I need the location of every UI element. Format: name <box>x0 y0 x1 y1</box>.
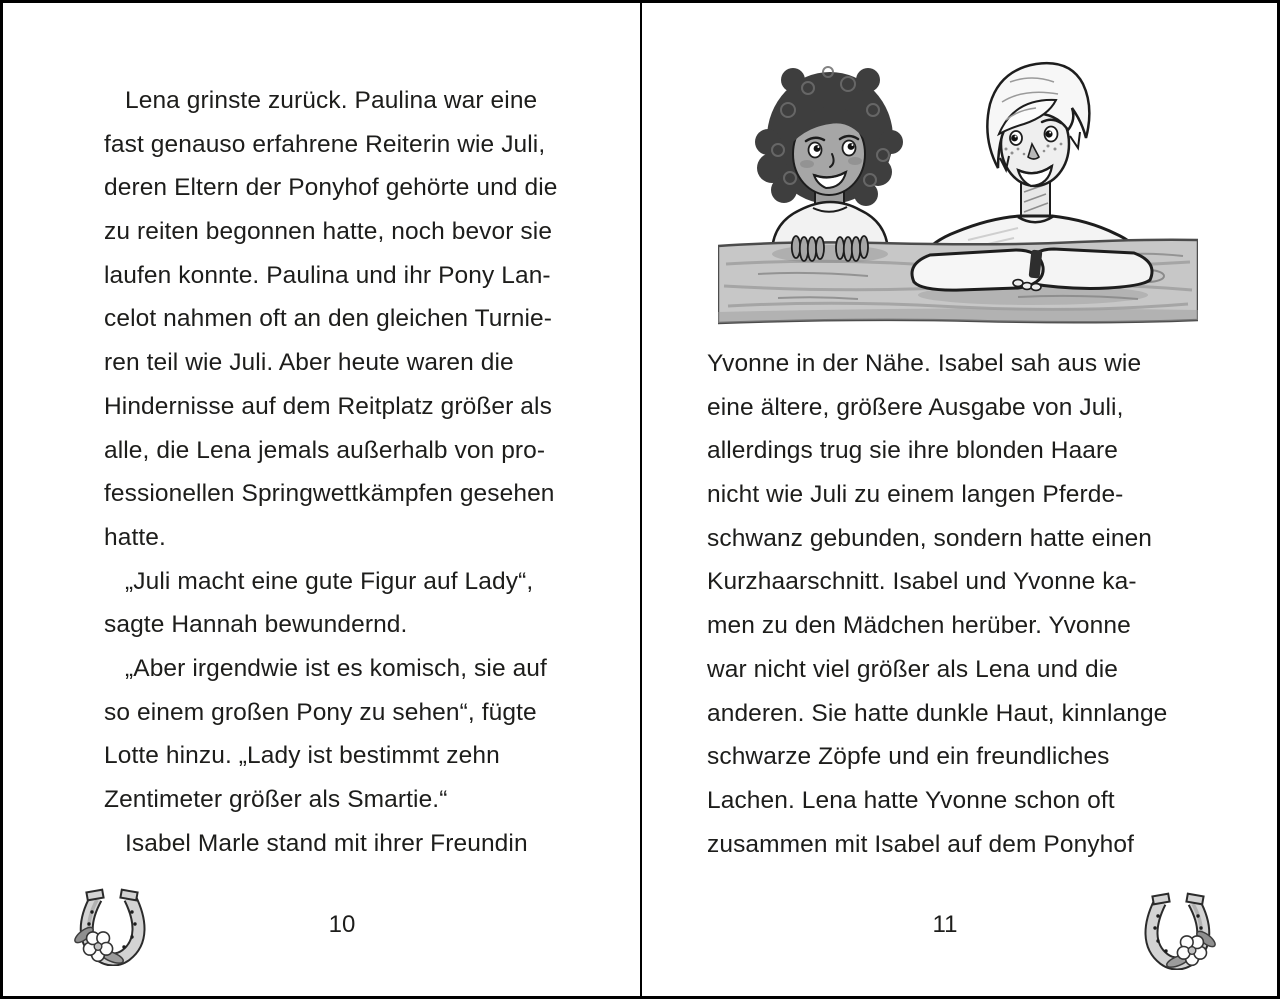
text-line: Isabel Marle stand mit ihrer Freundin <box>125 829 528 857</box>
illustration-two-girls-at-fence <box>718 50 1198 328</box>
girl-right-arms <box>912 249 1152 290</box>
shadow-left-hands <box>772 245 888 263</box>
text-line: hatte. <box>104 523 166 551</box>
text-line: Hindernisse auf dem Reitplatz größer als <box>104 392 552 420</box>
text-line: Lotte hinzu. „Lady ist bestimmt zehn <box>104 742 500 770</box>
text-line: ren teil wie Juli. Aber heute waren die <box>104 349 514 377</box>
text-line: anderen. Sie hatte dunkle Haut, kinnlange <box>707 699 1168 727</box>
text-line: men zu den Mädchen herüber. Yvonne <box>707 612 1131 640</box>
text-line: „Aber irgendwie ist es komisch, sie auf <box>125 654 547 682</box>
text-line: celot nahmen oft an den gleichen Turnie- <box>104 305 553 333</box>
text-line: fast genauso erfahrene Reiterin wie Juli, <box>104 130 546 158</box>
text-line: so einem großen Pony zu sehen“, fügte <box>104 698 537 726</box>
text-line: Lena grinste zurück. Paulina war eine <box>125 87 538 114</box>
left-page-text-block <box>104 79 596 865</box>
text-line: laufen konnte. Paulina und ihr Pony Lan- <box>104 261 551 289</box>
text-line: zusammen mit Isabel auf dem Ponyhof <box>707 830 1135 858</box>
text-line: deren Eltern der Ponyhof gehörte und die <box>104 174 558 202</box>
text-line: alle, die Lena jemals außerhalb von pro- <box>104 436 546 464</box>
right-page-text-block <box>707 342 1199 866</box>
girl-curly-hair <box>755 67 903 250</box>
text-line: sagte Hannah bewundernd. <box>104 611 408 639</box>
text-line: zu reiten begonnen hatte, noch bevor sie <box>104 218 553 246</box>
text-line: Kurzhaarschnitt. Isabel und Yvonne ka- <box>707 568 1137 596</box>
text-line: war nicht viel größer als Lena und die <box>707 655 1118 683</box>
text-line: schwanz gebunden, sondern hatte einen <box>707 524 1153 552</box>
text-line: allerdings trug sie ihre blonden Haare <box>707 437 1119 465</box>
text-line: Lachen. Lena hatte Yvonne schon oft <box>707 786 1115 814</box>
text-line: fessionellen Springwettkämpfen gesehen <box>104 480 555 508</box>
page-divider <box>640 0 642 999</box>
horseshoe-flower-icon-right <box>1138 890 1218 970</box>
text-line: „Juli macht eine gute Figur auf Lady“, <box>125 567 534 595</box>
text-line: schwarze Zöpfe und ein freundliches <box>707 743 1110 771</box>
text-line: Zentimeter größer als Smartie.“ <box>104 786 448 813</box>
text-line: nicht wie Juli zu einem langen Pferde- <box>707 481 1124 509</box>
horseshoe-flower-icon-left <box>72 886 152 966</box>
page-number-left: 10 <box>328 911 356 938</box>
text-line: Yvonne in der Nähe. Isabel sah aus wie <box>707 350 1142 377</box>
text-line: eine ältere, größere Ausgabe von Juli, <box>707 393 1124 421</box>
page-number-right: 11 <box>932 911 958 938</box>
